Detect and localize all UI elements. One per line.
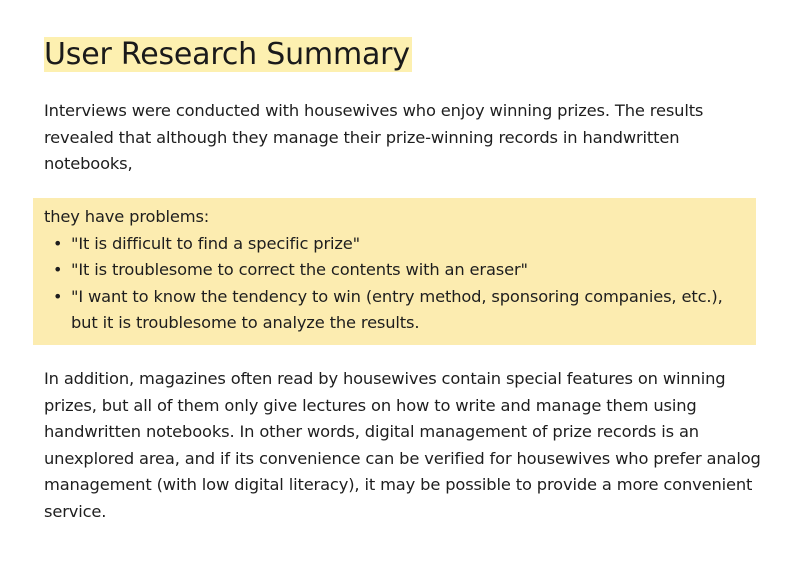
list-item-text: "It is troublesome to correct the contents with an eraser" — [71, 260, 528, 280]
problems-lead-text: they have problems: — [44, 207, 210, 226]
intro-paragraph: Interviews were conducted with housewives who enjoy winning prizes. The results revealed that although they manage their prize-winning records in handwritten notebooks, — [44, 101, 704, 174]
list-item-text: "I want to know the tendency to win (entry method, sponsoring companies, etc.), but it is troublesome to analyze the results. — [71, 286, 723, 333]
problems-list — [44, 231, 746, 337]
bullet-icon: • — [53, 233, 63, 253]
list-item-text: "It is difficult to find a specific prize" — [71, 233, 360, 253]
list-item — [44, 284, 746, 337]
closing-paragraph: In addition, magazines often read by housewives contain special features on winning prizes, but all of them only give lectures on how to write and manage them using handwritten notebooks. In other words, digital management of prize records is an unexplored area, and if its convenience can be verified for housewives who prefer analog management (with low digital literacy), it may be possible to provide a more convenient service. — [44, 369, 761, 521]
list-item — [44, 257, 746, 284]
page-title-text: User Research Summary — [44, 37, 410, 72]
problems-highlight-box — [33, 198, 756, 345]
list-item — [44, 231, 746, 258]
page-title — [44, 38, 412, 72]
bullet-icon: • — [53, 286, 63, 306]
bullet-icon: • — [53, 260, 63, 280]
